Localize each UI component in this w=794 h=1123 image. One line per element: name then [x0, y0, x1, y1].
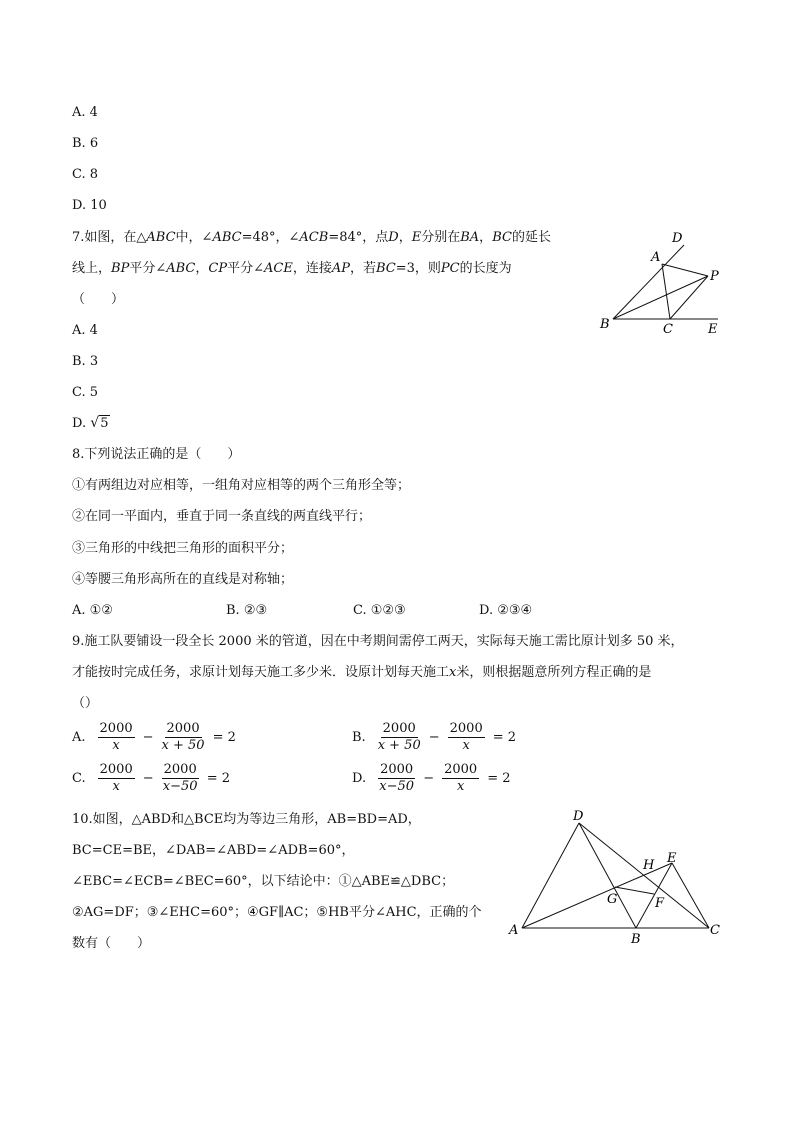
- label-b: B: [600, 317, 610, 332]
- segment-e-c: [672, 863, 709, 928]
- label-c: C: [663, 322, 673, 337]
- label-c: C: [710, 923, 720, 938]
- segment-a-p: [662, 264, 708, 276]
- segment-b-d: [613, 245, 684, 319]
- label-f: F: [655, 896, 665, 911]
- q8-statement-1: ①有两组边对应相等，一组角对应相等的两个三角形全等；: [72, 478, 411, 493]
- q10-stem-line-5: 数有（ ）: [72, 936, 151, 951]
- q8-option-d: D. ②③④: [479, 603, 533, 618]
- q6-option-d: D. 10: [72, 198, 107, 213]
- q10-stem-line-4: ②AG=DF；③∠EHC=60°；④GF∥AC；⑤HB平分∠AHC，正确的个: [72, 905, 482, 920]
- label-e: E: [667, 851, 677, 866]
- q10-figure: [505, 805, 730, 950]
- label-d: D: [573, 809, 584, 824]
- q10-stem-line-2: BC=CE=BE，∠DAB=∠ABD=∠ADB=60°，: [72, 843, 355, 858]
- label-d: D: [672, 231, 683, 246]
- label-h: H: [643, 858, 655, 873]
- segment-g-f: [615, 887, 654, 894]
- q9-option-a: A. $\frac{2000}{x}$ − $\frac{2000}{x + 50}$ = 2: [72, 721, 236, 753]
- label-b: B: [631, 932, 641, 947]
- q8-option-b: B. ②③: [226, 603, 268, 618]
- q6-option-a: A. 4: [72, 105, 98, 120]
- label-a: A: [651, 250, 661, 265]
- q10-stem-line-3: ∠EBC=∠ECB=∠BEC=60°，以下结论中：①△ABE≌△DBC；: [72, 874, 455, 889]
- q9-stem-line-1: 9.施工队要铺设一段全长 2000 米的管道，因在中考期间需停工两天，实际每天施工需比原计划多 50 米，: [72, 634, 684, 649]
- segment-a-d: [522, 823, 579, 928]
- q7-option-b: B. 3: [72, 354, 99, 369]
- q8-statement-4: ④等腰三角形高所在的直线是对称轴；: [72, 572, 294, 587]
- q7-stem-line-2: 线上，BP平分∠ABC，CP平分∠ACE，连接AP，若BC=3，则PC的长度为: [72, 261, 512, 276]
- q9-answer-paren: （）: [72, 696, 99, 711]
- label-p: P: [710, 269, 719, 284]
- q8-option-a: A. ①②: [72, 603, 113, 618]
- q7-option-c: C. 5: [72, 385, 99, 400]
- segment-a-c: [662, 264, 670, 319]
- segment-c-p: [670, 276, 708, 319]
- q9-stem-line-2: 才能按时完成任务，求原计划每天施工多少米．设原计划每天施工x米，则根据题意所列方程正确的是: [72, 665, 652, 680]
- q7-answer-paren: （ ）: [72, 292, 125, 307]
- q8-stem: 8.下列说法正确的是（ ）: [72, 447, 241, 462]
- q7-figure: [590, 225, 730, 340]
- q6-option-c: C. 8: [72, 167, 99, 182]
- q9-option-c: C. $\frac{2000}{x}$ − $\frac{2000}{x-50}$ = 2: [72, 762, 231, 794]
- q7-option-d: D. √ 5: [72, 415, 110, 433]
- label-e: E: [708, 322, 718, 337]
- segment-d-b: [579, 823, 636, 928]
- q9-option-b: B. $\frac{2000}{x + 50}$ − $\frac{2000}{x}$ = 2: [352, 721, 517, 753]
- q8-statement-2: ②在同一平面内，垂直于同一条直线的两直线平行；: [72, 509, 372, 524]
- segment-b-p: [613, 276, 708, 319]
- q9-option-d: D. $\frac{2000}{x-50}$ − $\frac{2000}{x}$ = 2: [352, 762, 511, 794]
- q10-stem-line-1: 10.如图，△ABD和△BCE均为等边三角形，AB=BD=AD，: [72, 812, 421, 827]
- q7-stem-line-1: 7.如图，在△ABC中，∠ABC=48°，∠ACB=84°，点D，E分别在BA，BC的延长: [72, 230, 551, 245]
- label-g: G: [607, 892, 618, 907]
- label-a: A: [509, 923, 519, 938]
- q8-statement-3: ③三角形的中线把三角形的面积平分；: [72, 541, 294, 556]
- q6-option-b: B. 6: [72, 136, 99, 151]
- q7-option-a: A. 4: [72, 323, 98, 338]
- q8-options: [72, 602, 672, 620]
- sqrt-symbol: √ 5: [90, 415, 109, 433]
- q8-option-c: C. ①②③: [353, 603, 406, 618]
